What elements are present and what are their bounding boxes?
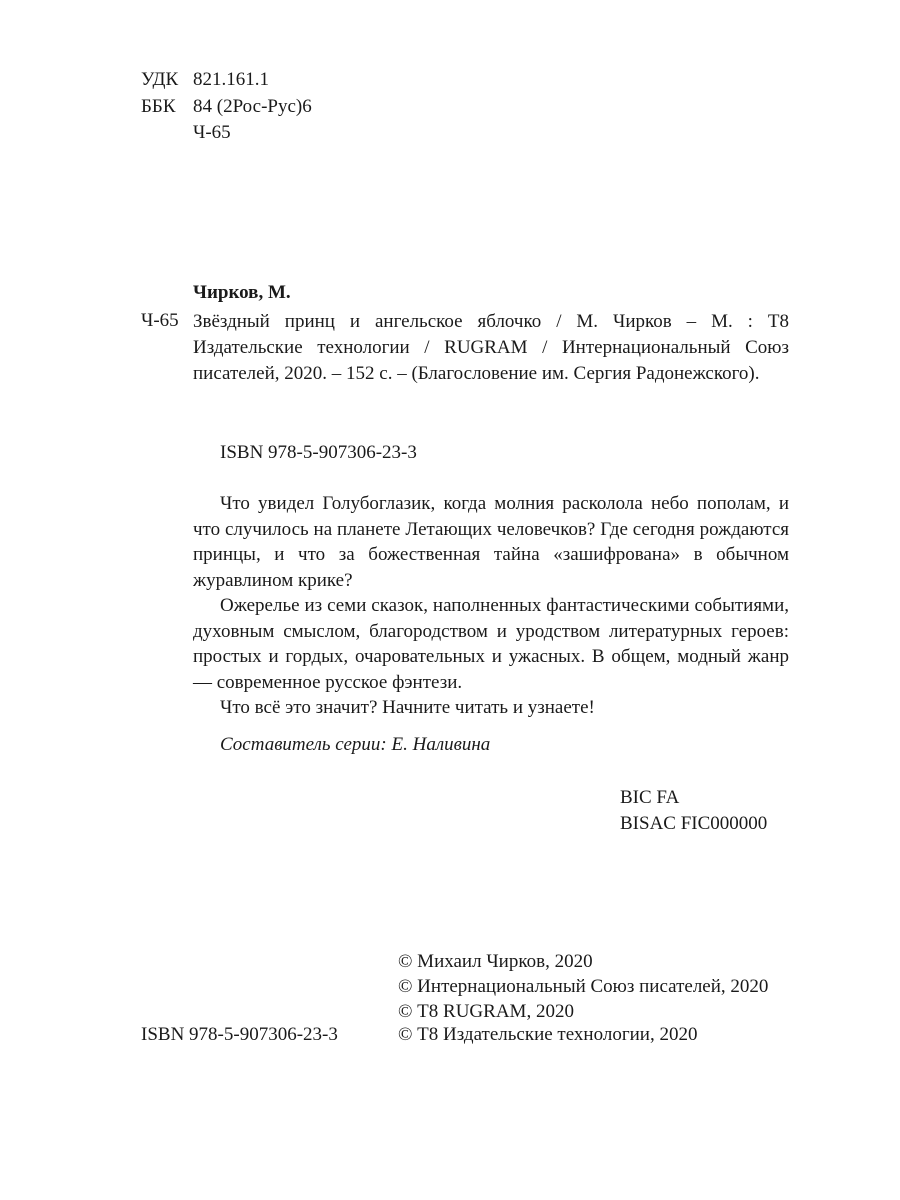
bisac-code: BISAC FIC000000	[620, 813, 768, 834]
bic-code: BIC FA	[620, 787, 680, 808]
annotation-paragraph: Ожерелье из семи сказок, наполненных фантастическими событиями, духовным смыслом, благородством и уродством литературных героев: простых и гордых, очаровательных и ужасных. В общем, модный жанр — современное русское фэнтези.	[193, 595, 789, 693]
annotation-paragraph: Что всё это значит? Начните читать и узнаете!	[220, 697, 595, 718]
record-description: Звёздный принц и ангельское яблочко / М. Чирков – М. : Т8 Издательские технологии / RUGRAM / Интернациональный Союз писателей, 2020. – 152 с. – (Благословение им. Сергия Радонежского).	[193, 311, 789, 384]
udk-value: 821.161.1	[193, 69, 269, 90]
footer-isbn: ISBN 978-5-907306-23-3	[141, 1024, 338, 1045]
copyright-line: © Т8 RUGRAM, 2020	[398, 1001, 574, 1022]
bbk-value: 84 (2Рос-Рус)6	[193, 96, 312, 117]
copyright-line: © Михаил Чирков, 2020	[398, 951, 593, 972]
annotation-paragraph: Что увидел Голубоглазик, когда молния расколола небо пополам, и что случилось на планете Летающих человечков? Где сегодня рождаются принцы, и что за божественная тайна «зашифрована» в обычном журавлином крике?	[193, 493, 789, 591]
udk-label: УДК	[141, 69, 179, 90]
record-author-mark: Ч-65	[141, 310, 179, 331]
copyright-line: © Т8 Издательские технологии, 2020	[398, 1024, 698, 1045]
series-compiler: Составитель серии: Е. Наливина	[220, 734, 491, 755]
author-mark: Ч-65	[193, 122, 231, 143]
author-heading: Чирков, М.	[193, 282, 291, 303]
bbk-label: ББК	[141, 96, 176, 117]
record-isbn: ISBN 978-5-907306-23-3	[220, 442, 417, 463]
copyright-line: © Интернациональный Союз писателей, 2020	[398, 976, 769, 997]
annotation	[193, 491, 789, 721]
